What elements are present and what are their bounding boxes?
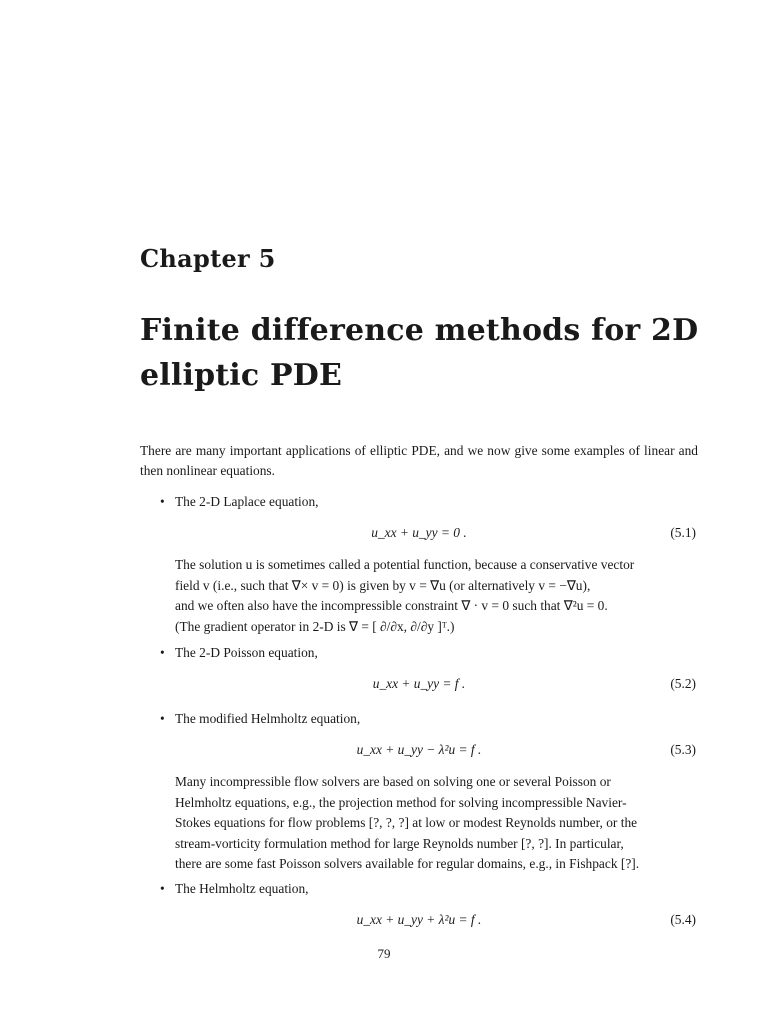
equation-number: (5.2)	[670, 676, 696, 691]
paragraph-line: Many incompressible flow solvers are based on solving one or several Poisson or	[175, 774, 611, 789]
chapter-title-line-2: elliptic PDE	[140, 358, 343, 393]
equation-number: (5.3)	[670, 742, 696, 757]
item-heading: The 2-D Poisson equation,	[175, 645, 318, 660]
paragraph-line: field v (i.e., such that ∇× v = 0) is given by v = ∇u (or alternatively v = −∇u),	[175, 577, 591, 593]
equation	[140, 742, 698, 762]
bullet: •	[160, 645, 165, 660]
equation	[140, 525, 698, 545]
paragraph-line: The solution u is sometimes called a potential function, because a conservative vector	[175, 557, 635, 572]
paragraph	[175, 555, 697, 637]
item-heading: The Helmholtz equation,	[175, 881, 309, 896]
equation-body: u_xx + u_yy − λ²u = f .	[356, 742, 482, 757]
page-number: 79	[377, 946, 391, 961]
equation	[140, 676, 698, 696]
equation-body: u_xx + u_yy = f .	[372, 676, 466, 691]
bullet: •	[160, 881, 165, 896]
bullet: •	[160, 711, 165, 726]
paragraph-line: stream-vorticity formulation method for large Reynolds number [?, ?]. In particular,	[175, 835, 624, 851]
paragraph-line: Stokes equations for flow problems [?, ?, ?] at low or modest Reynolds number, or the	[175, 815, 638, 830]
equation-number: (5.1)	[670, 525, 696, 540]
item-heading: The modified Helmholtz equation,	[175, 711, 361, 726]
paragraph	[175, 772, 697, 875]
intro-paragraph: There are many important applications of elliptic PDE, and we now give some examples of linear and then nonlinear equations.	[140, 443, 698, 478]
paragraph-line: (The gradient operator in 2-D is ∇ = [ ∂/∂x, ∂/∂y ]ᵀ.)	[175, 618, 455, 634]
chapter-label: Chapter 5	[140, 244, 276, 273]
paragraph-line: there are some fast Poisson solvers available for regular domains, e.g., in Fishpack [?].	[175, 856, 640, 871]
item-heading: The 2-D Laplace equation,	[175, 494, 319, 509]
equation-number: (5.4)	[670, 912, 696, 927]
equation-body: u_xx + u_yy = 0 .	[371, 525, 467, 540]
equation	[140, 912, 698, 932]
paragraph-line: Helmholtz equations, e.g., the projection method for solving incompressible Navier-	[175, 794, 627, 810]
bullet: •	[160, 494, 165, 509]
equation-body: u_xx + u_yy + λ²u = f .	[356, 912, 482, 927]
chapter-title-line-1: Finite difference methods for 2D	[140, 313, 699, 348]
chapter-title	[140, 308, 720, 398]
paragraph-line: and we often also have the incompressible constraint ∇ · v = 0 such that ∇²u = 0.	[175, 598, 608, 613]
